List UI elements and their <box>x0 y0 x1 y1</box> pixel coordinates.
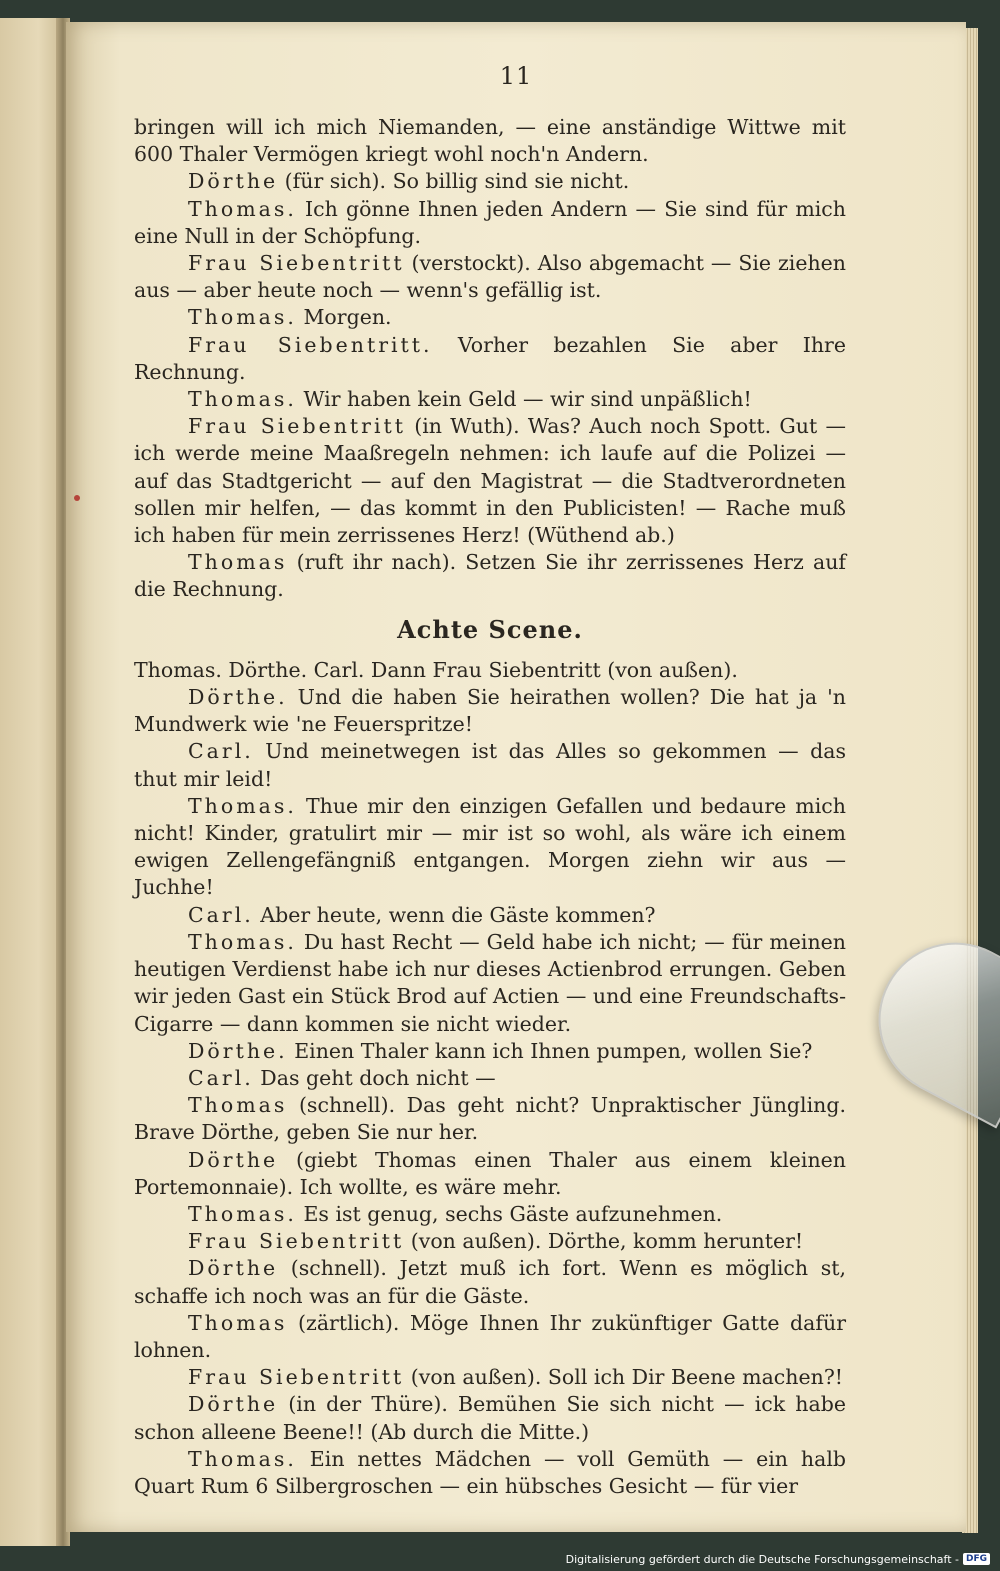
dialogue-paragraph <box>134 1065 846 1092</box>
dialogue-text: (für sich). So billig sind sie nicht. <box>278 169 630 194</box>
dialogue-paragraph <box>134 1255 846 1309</box>
dialogue-text: (von außen). Soll ich Dir Beene machen?! <box>404 1365 844 1390</box>
dialogue-paragraph <box>134 1310 846 1364</box>
dialogue-paragraph <box>134 549 846 603</box>
speaker-name: Carl. <box>188 902 254 927</box>
dialogue-paragraph <box>134 386 846 413</box>
speaker-name: Thomas. <box>188 387 297 412</box>
dialogue-text: (schnell). Jetzt muß ich fort. Wenn es möglich st, schaffe ich noch was an für die Gäste. <box>134 1256 846 1308</box>
dialogue-text: Einen Thaler kann ich Ihnen pumpen, wollen Sie? <box>287 1038 813 1063</box>
dialogue-paragraph <box>134 793 846 902</box>
speaker-name: Frau Siebentritt <box>188 1365 405 1390</box>
dialogue-text: Vorher bezahlen Sie aber Ihre Rechnung. <box>134 332 846 384</box>
scene-heading: Achte Scene. <box>397 614 583 644</box>
dialogue-text: bringen will ich mich Niemanden, — eine anständige Wittwe mit 600 Thaler Vermögen kriegt wohl noch'n Andern. <box>134 115 846 167</box>
speaker-name: Dörthe. <box>188 1038 288 1063</box>
dialogue-text: Wir haben kein Geld — wir sind unpäßlich! <box>296 387 752 412</box>
page-text <box>134 114 846 1500</box>
dialogue-text: Und meinetwegen ist das Alles so gekommen — das thut mir leid! <box>134 739 846 791</box>
speaker-name: Thomas. <box>188 793 297 818</box>
dialogue-paragraph <box>134 1201 846 1228</box>
dialogue-text: (in der Thüre). Bemühen Sie sich nicht — ick habe schon alleene Beene!! (Ab durch die Mitte.) <box>134 1392 846 1444</box>
dialogue-text: (zärtlich). Möge Ihnen Ihr zukünftiger Gatte dafür lohnen. <box>134 1310 846 1362</box>
footer <box>566 1551 990 1567</box>
speaker-name: Frau Siebentritt. <box>188 332 433 357</box>
speaker-name: Dörthe <box>188 1392 279 1417</box>
dialogue-text: (ruft ihr nach). Setzen Sie ihr zerrissenes Herz auf die Rechnung. <box>134 550 846 602</box>
speaker-name: Frau Siebentritt <box>188 414 406 439</box>
dialogue-text: (schnell). Das geht nicht? Unpraktischer Jüngling. Brave Dörthe, geben Sie nur her. <box>134 1093 846 1145</box>
speaker-name: Dörthe <box>188 1147 279 1172</box>
book-page <box>66 22 966 1532</box>
dialogue-paragraph <box>134 902 846 929</box>
speaker-name: Thomas. <box>188 1446 297 1471</box>
dialogue-paragraph <box>134 332 846 386</box>
dialogue-text: (verstockt). Also abgemacht — Sie ziehen aus — aber heute noch — wenn's gefällig ist. <box>134 251 846 303</box>
footer-text: Digitalisierung gefördert durch die Deutsche Forschungsgemeinschaft - <box>565 1552 959 1566</box>
dialogue-paragraph <box>134 250 846 304</box>
left-page-edge <box>0 18 64 1546</box>
dialogue-paragraph <box>134 114 846 168</box>
speaker-name: Thomas <box>188 1093 288 1118</box>
dialogue-text: (in Wuth). Was? Auch noch Spott. Gut — ich werde meine Maaßregeln nehmen: ich laufe auf die Polizei — auf das Stadtgericht — auf den Magistrat — die Stadtverordneten sollen mir helfen, — das kommt in den Publicisten! — Rache muß ich haben für mein zerrissenes Herz! (Wüthend ab.) <box>134 414 847 548</box>
dialogue-paragraph <box>134 1228 846 1255</box>
speaker-name: Dörthe <box>188 1256 279 1281</box>
page-number: 11 <box>499 62 533 90</box>
dialogue-text: Aber heute, wenn die Gäste kommen? <box>253 902 656 927</box>
dialogue-paragraph <box>134 738 846 792</box>
speaker-name: Thomas. <box>188 929 297 954</box>
speaker-name: Frau Siebentritt <box>188 1229 405 1254</box>
dialogue-paragraph <box>134 196 846 250</box>
dialogue-text: Thue mir den einzigen Gefallen und bedaure mich nicht! Kinder, gratulirt mir — mir ist so wohl, als wäre ich einem ewigen Zellengefängniß entgangen. Morgen ziehn wir aus — Juchhe! <box>134 793 846 900</box>
dialogue-text: (von außen). Dörthe, komm herunter! <box>404 1229 804 1254</box>
dialogue-paragraph <box>134 1364 846 1391</box>
dialogue-paragraph <box>134 1391 846 1445</box>
dialogue-text: Morgen. <box>296 305 392 330</box>
dialogue-paragraph <box>134 684 846 738</box>
dialogue-block-before <box>134 114 846 604</box>
speaker-name: Dörthe <box>188 169 279 194</box>
dialogue-paragraph <box>134 168 846 195</box>
dialogue-paragraph <box>134 1446 846 1500</box>
dialogue-text: Ich gönne Ihnen jeden Andern — Sie sind für mich eine Null in der Schöpfung. <box>134 196 846 248</box>
dialogue-paragraph <box>134 304 846 331</box>
dialogue-paragraph <box>134 1147 846 1201</box>
speaker-name: Carl. <box>188 739 254 764</box>
speaker-name: Frau Siebentritt <box>188 251 405 276</box>
speaker-name: Thomas. <box>188 196 297 221</box>
speaker-name: Thomas <box>188 1310 288 1335</box>
dialogue-text: (giebt Thomas einen Thaler aus einem kleinen Portemonnaie). Ich wollte, es wäre mehr. <box>134 1147 846 1199</box>
dialogue-paragraph <box>134 413 846 549</box>
dialogue-text: Und die haben Sie heirathen wollen? Die hat ja 'n Mundwerk wie 'ne Feuerspritze! <box>134 685 846 737</box>
speaker-name: Thomas. <box>188 1201 297 1226</box>
dialogue-paragraph <box>134 1038 846 1065</box>
dialogue-text: Ein nettes Mädchen — voll Gemüth — ein halb Quart Rum 6 Silbergroschen — ein hübsches Gesicht — für vier <box>134 1446 846 1498</box>
speaker-name: Thomas <box>188 550 288 575</box>
dialogue-text: Du hast Recht — Geld habe ich nicht; — für meinen heutigen Verdienst habe ich nur dieses Actienbrod errungen. Geben wir jeden Gast ein Stück Brod auf Actien — und eine Freundschafts-Cigarre — dann kommen sie nicht wieder. <box>134 929 846 1036</box>
dialogue-paragraph <box>134 1092 846 1146</box>
cast-line: Thomas. Dörthe. Carl. Dann Frau Siebentritt (von außen). <box>134 657 738 682</box>
dialogue-block-after <box>134 684 846 1500</box>
dfg-logo: DFG <box>963 1553 990 1565</box>
speaker-name: Dörthe. <box>188 685 288 710</box>
dialogue-text: Es ist genug, sechs Gäste aufzunehmen. <box>296 1201 723 1226</box>
dialogue-text: Das geht doch nicht — <box>253 1065 496 1090</box>
speaker-name: Carl. <box>188 1065 254 1090</box>
dialogue-paragraph <box>134 929 846 1038</box>
red-mark <box>74 495 80 501</box>
speaker-name: Thomas. <box>188 305 297 330</box>
